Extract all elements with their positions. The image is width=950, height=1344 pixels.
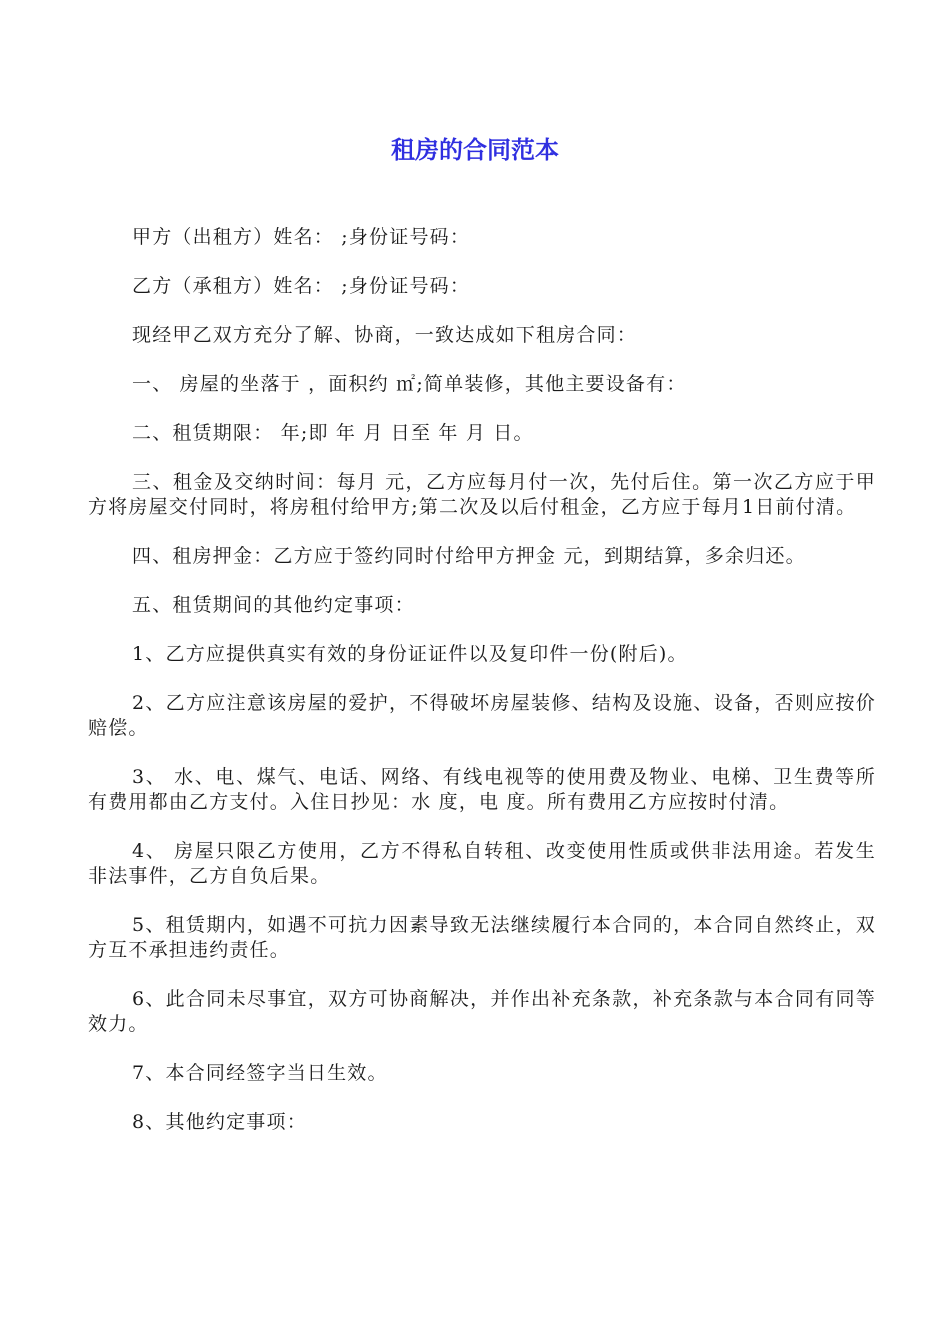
item-3: 3、 水、电、煤气、电话、网络、有线电视等的使用费及物业、电梯、卫生费等所有费用都由乙方支付。入住日抄见：水 度，电 度。所有费用乙方应按时付清。: [88, 766, 876, 813]
item-8: 8、其他约定事项：: [132, 1111, 307, 1133]
document-title: 租房的合同范本: [391, 136, 559, 164]
item-2: 2、乙方应注意该房屋的爱护，不得破坏房屋装修、结构及设施、设备，否则应按价赔偿。: [88, 692, 876, 739]
document-body: [88, 225, 876, 1159]
clause-location: 一、 房屋的坐落于 ，面积约 ㎡;简单装修，其他主要设备有：: [132, 373, 687, 395]
party-a-line: 甲方（出租方）姓名： ;身份证号码：: [132, 226, 471, 248]
clause-other-heading: 五、租赁期间的其他约定事项：: [132, 594, 415, 616]
item-1: 1、乙方应提供真实有效的身份证证件以及复印件一份(附后)。: [132, 643, 688, 665]
item-6: 6、此合同未尽事宜，双方可协商解决，并作出补充条款，补充条款与本合同有同等效力。: [88, 988, 876, 1035]
clause-deposit: 四、租房押金：乙方应于签约同时付给甲方押金 元，到期结算，多余归还。: [132, 545, 806, 567]
clause-term: 二、租赁期限： 年;即 年 月 日至 年 月 日。: [132, 422, 534, 444]
item-5: 5、租赁期内，如遇不可抗力因素导致无法继续履行本合同的，本合同自然终止，双方互不承担违约责任。: [88, 914, 876, 961]
item-4: 4、 房屋只限乙方使用，乙方不得私自转租、改变使用性质或供非法用途。若发生非法事件，乙方自负后果。: [88, 840, 876, 887]
item-7: 7、本合同经签字当日生效。: [132, 1062, 388, 1084]
agreement-intro: 现经甲乙双方充分了解、协商，一致达成如下租房合同：: [132, 324, 638, 346]
party-b-line: 乙方（承租方）姓名： ;身份证号码：: [132, 275, 471, 297]
clause-rent: 三、租金及交纳时间：每月 元，乙方应每月付一次，先付后住。第一次乙方应于甲方将房屋交付同时，将房租付给甲方;第二次及以后付租金，乙方应于每月1日前付清。: [88, 471, 876, 518]
